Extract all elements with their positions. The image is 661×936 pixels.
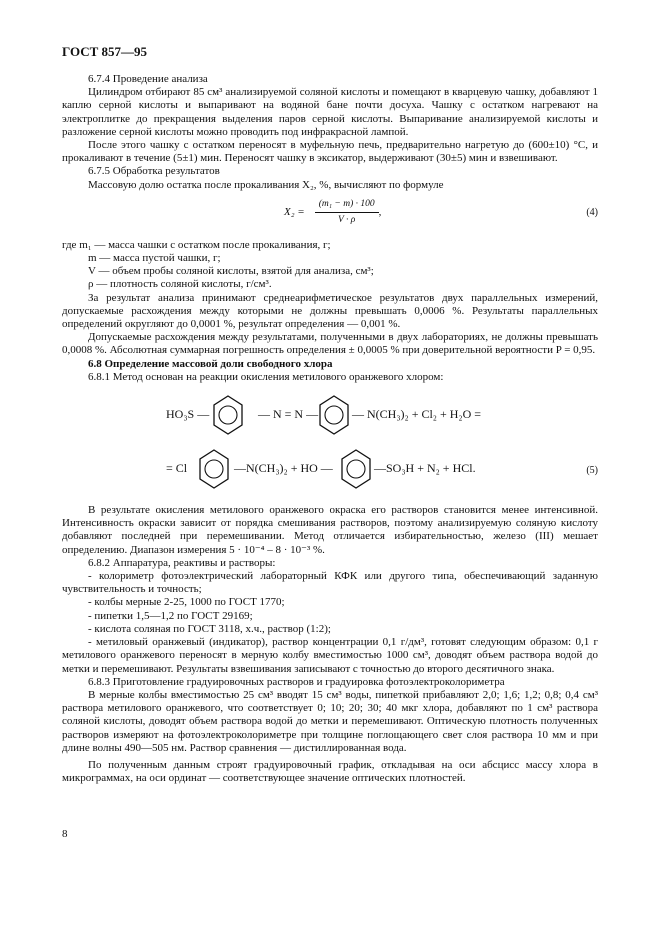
formula-denominator: V · ρ <box>338 215 356 226</box>
reaction-part: —N(CH₃)₂ + HO — <box>234 461 333 476</box>
paragraph: За результат анализа принимают среднеарифметическое результатов двух параллельных измерений, допускаемые расхождения между которыми не должны превышать 0,0006 %. Результаты параллельных определений округляют до 0,0001 %, результат определения — 0,001 %. <box>62 291 598 331</box>
section-title: 6.8 Определение массовой доли свободного хлора <box>88 357 333 370</box>
paragraph: Цилиндром отбирают 85 см³ анализируемой соляной кислоты и помещают в кварцевую чашку, добавляют 1 каплю серной кислоты и выпаривают на водяной бане почти досуха. Чашку с остатком нагревают на электроплитке до прекращения выделения паров серной кислоты. Выпаривание анализируемой кислоты и разложение серной кислоты можно проводить под инфракрасной лампой. <box>62 86 598 138</box>
paragraph: 6.8.1 Метод основан на реакции окисления метилового оранжевого хлором: <box>88 370 444 383</box>
paragraph: По полученным данным строят градуировочный график, откладывая на оси абсцисс массу хлора в микрограммах, на оси ординат — соответствующее значение оптических плотностей. <box>62 758 598 785</box>
list-item: - колбы мерные 2-25, 1000 по ГОСТ 1770; <box>88 596 285 609</box>
reaction-part: — N(CH₃)₂ + Cl₂ + H₂O = <box>352 407 482 422</box>
reaction-equation <box>62 390 598 498</box>
benzene-ring-icon <box>212 394 244 436</box>
where-line: V — объем пробы соляной кислоты, взятой для анализа, см³; <box>88 265 374 278</box>
section-title: 6.8.2 Аппаратура, реактивы и растворы: <box>88 556 276 569</box>
list-item: - пипетки 1,5—1,2 по ГОСТ 29169; <box>88 609 253 622</box>
where-line: ρ — плотность соляной кислоты, г/см³. <box>88 278 272 291</box>
section-title: 6.8.3 Приготовление градуировочных растворов и градуировка фотоэлектроколориметра <box>88 675 505 688</box>
section-title: 6.7.4 Проведение анализа <box>88 73 208 85</box>
reaction-part: HO₃S — <box>166 407 210 422</box>
benzene-ring-icon <box>318 394 350 436</box>
formula-4 <box>62 196 598 234</box>
where-line: m — масса пустой чашки, г; <box>88 252 221 265</box>
paragraph: В результате окисления метилового оранжевого окраска его растворов становится менее интенсивной. Интенсивность окраски зависит от порядка смешивания растворов, поэтому анализируемую соляную кислоту добавляют последней при перемешивании. Метод отличается избирательностью, железо (III) мешает определению. Диапазон измерения 5 · 10⁻⁴ – 8 · 10⁻³ %. <box>62 504 598 556</box>
list-item: - колориметр фотоэлектрический лабораторный КФК или другого типа, обеспечивающий заданную чувствительность и точность; <box>62 570 598 596</box>
list-item: - метиловый оранжевый (индикатор), раствор концентрации 0,1 г/дм³, готовят следующим образом: 0,1 г метилового оранжевого переносят в мерную колбу вместимостью 1000 см³, доводят объем раствора водой до метки и перемешивают. Результаты взвешивания записывают с точностью до второго десятичного знака. <box>62 636 598 675</box>
where-line: где m₁ — масса чашки с остатком после прокаливания, г; <box>62 238 331 251</box>
list-item: - кислота соляная по ГОСТ 3118, х.ч., раствор (1:2); <box>88 622 331 635</box>
paragraph: Массовую долю остатка после прокаливания X₂, %, вычисляют по формуле <box>88 178 444 191</box>
formula-numerator: (m₁ − m) · 100 <box>315 198 379 213</box>
paragraph: После этого чашку с остатком переносят в муфельную печь, предварительно нагретую до (600±10) °С, и прокаливают в течение (5±1) мин. Переносят чашку в эксикатор, выдерживают (30±5) мин и взвешивают. <box>62 139 598 165</box>
formula-lhs: X₂ = <box>284 205 305 218</box>
equation-number: (4) <box>586 206 598 218</box>
document-header: ГОСТ 857—95 <box>62 44 148 59</box>
benzene-ring-icon <box>198 448 230 490</box>
formula-tail: , <box>378 205 382 218</box>
reaction-part: —SO₃H + N₂ + HCl. <box>374 461 476 476</box>
section-title: 6.7.5 Обработка результатов <box>88 165 220 178</box>
equation-number: (5) <box>586 465 598 477</box>
paragraph: Допускаемые расхождения между результатами, полученными в двух лабораториях, не должны превышать 0,0008 %. Абсолютная суммарная погрешность определения ± 0,0005 % при доверительной вероятности P = 0,95. <box>62 331 598 357</box>
page-number: 8 <box>62 828 68 840</box>
reaction-part: — N = N — <box>258 407 319 422</box>
benzene-ring-icon <box>340 448 372 490</box>
document-body <box>62 73 598 785</box>
reaction-part: = Cl <box>166 461 188 476</box>
paragraph: В мерные колбы вместимостью 25 см³ вводят 15 см³ воды, пипеткой прибавляют 2,0; 1,6; 1,2; 0,8; 0,4 см³ раствора метилового оранжевого, что соответствует 0; 10; 20; 30; 40 мкг хлора, добавляют по 1 см³ раствора соляной кислоты, доводят объем раствора водой до метки и перемешивают. Оптическую плотность полученных растворов измеряют на фотоэлектроколориметре при толщине поглощающего свет слоя раствора 10 мм и при длине волны 490—505 нм. Раствор сравнения — дистиллированная вода. <box>62 688 598 754</box>
